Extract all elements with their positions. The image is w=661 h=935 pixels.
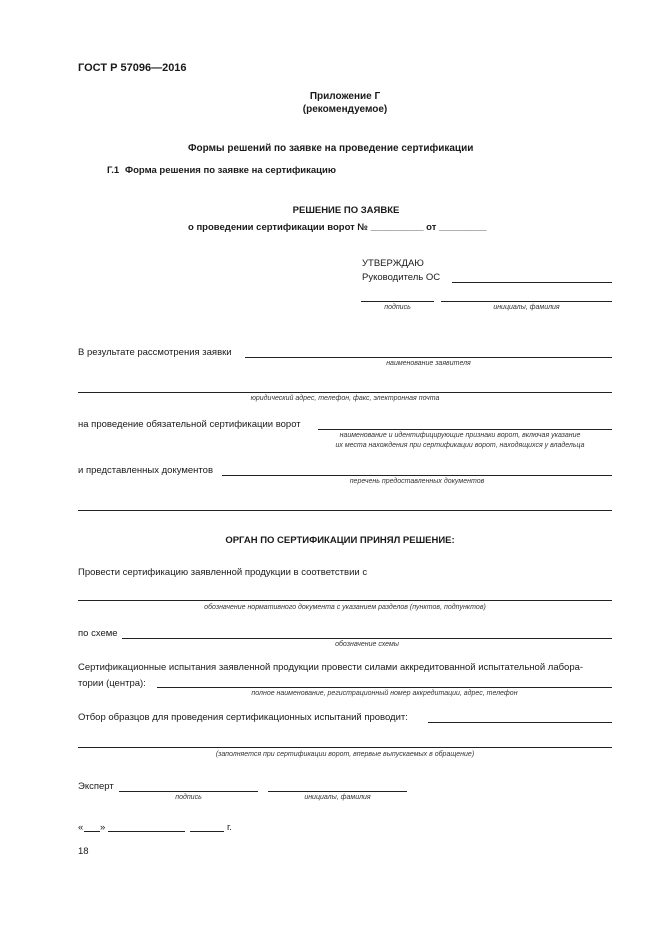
date-suffix: г. [227, 822, 232, 833]
expert-signature-line[interactable] [119, 791, 258, 792]
date-year-line[interactable] [190, 831, 224, 832]
tests-line-2: тории (центра): [78, 678, 146, 689]
sampling-caption: (заполняется при сертификации ворот, впервые выпускаемых в обращение) [215, 751, 475, 758]
scheme-line[interactable] [122, 638, 612, 639]
normative-caption: обозначение нормативного документа с указанием разделов (пунктов, подпунктов) [204, 604, 486, 611]
scheme-caption: обозначение схемы [335, 641, 399, 648]
date-open-quote: « [78, 822, 84, 833]
page-number: 18 [78, 846, 89, 857]
date-close-quote: » [100, 822, 106, 833]
decision-title: ОРГАН ПО СЕРТИФИКАЦИИ ПРИНЯЛ РЕШЕНИЕ: [225, 535, 455, 546]
expert-initials-line[interactable] [268, 791, 407, 792]
address-line[interactable] [78, 392, 612, 393]
section-title: Формы решений по заявке на проведение сертификации [188, 143, 474, 154]
approve-head-label: Руководитель ОС [362, 272, 441, 283]
normative-line[interactable] [78, 600, 612, 601]
subsection-number: Г.1 [107, 165, 120, 176]
gates-caption-1: наименование и идентифицирующие признаки ворот, включая указание [339, 432, 581, 439]
approve-label: УТВЕРЖДАЮ [362, 258, 424, 269]
standard-designation: ГОСТ Р 57096—2016 [78, 62, 187, 74]
approve-signature-line[interactable] [361, 301, 434, 302]
form-subtitle: о проведении сертификации ворот № __________ от _________ [188, 222, 487, 233]
docs-line[interactable] [222, 475, 612, 476]
appendix-title: Приложение Г [309, 91, 381, 102]
tests-line-1: Сертификационные испытания заявленной продукции провести силами аккредитованной испытательной лабора- [78, 662, 584, 673]
approve-initials-line[interactable] [441, 301, 612, 302]
address-caption: юридический адрес, телефон, факс, электронная почта [250, 395, 440, 402]
expert-signature-caption: подпись [175, 794, 202, 801]
scheme-label: по схеме [78, 628, 118, 639]
applicant-line[interactable] [245, 357, 612, 358]
date-month-line[interactable] [108, 831, 185, 832]
sampling-extra-line[interactable] [78, 747, 612, 748]
sampling-label: Отбор образцов для проведения сертификационных испытаний проводит: [78, 712, 408, 723]
review-label: В результате рассмотрения заявки [78, 347, 232, 358]
mandatory-label: на проведение обязательной сертификации ворот [78, 419, 301, 430]
approve-signature-caption: подпись [384, 304, 411, 311]
approve-initials-caption: инициалы, фамилия [493, 304, 560, 311]
docs-caption: перечень предоставленных документов [349, 478, 485, 485]
docs-label: и представленных документов [78, 465, 214, 476]
sampling-line[interactable] [428, 722, 612, 723]
lab-caption: полное наименование, регистрационный номер аккредитации, адрес, телефон [251, 690, 518, 697]
lab-line[interactable] [157, 687, 612, 688]
conduct-label: Провести сертификацию заявленной продукции в соответствии с [78, 567, 368, 578]
gates-caption-2: их места нахождения при сертификации ворот, находящихся у владельца [335, 442, 585, 449]
gates-line[interactable] [318, 429, 612, 430]
applicant-caption: наименование заявителя [386, 360, 471, 367]
docs-extra-line[interactable] [78, 510, 612, 511]
appendix-status: (рекомендуемое) [302, 104, 388, 115]
subsection-title: Форма решения по заявке на сертификацию [125, 165, 336, 176]
date-day-line[interactable] [84, 831, 100, 832]
expert-label: Эксперт [78, 781, 114, 792]
form-title: РЕШЕНИЕ ПО ЗАЯВКЕ [292, 205, 400, 216]
expert-initials-caption: инициалы, фамилия [304, 794, 371, 801]
approve-head-line[interactable] [452, 282, 612, 283]
